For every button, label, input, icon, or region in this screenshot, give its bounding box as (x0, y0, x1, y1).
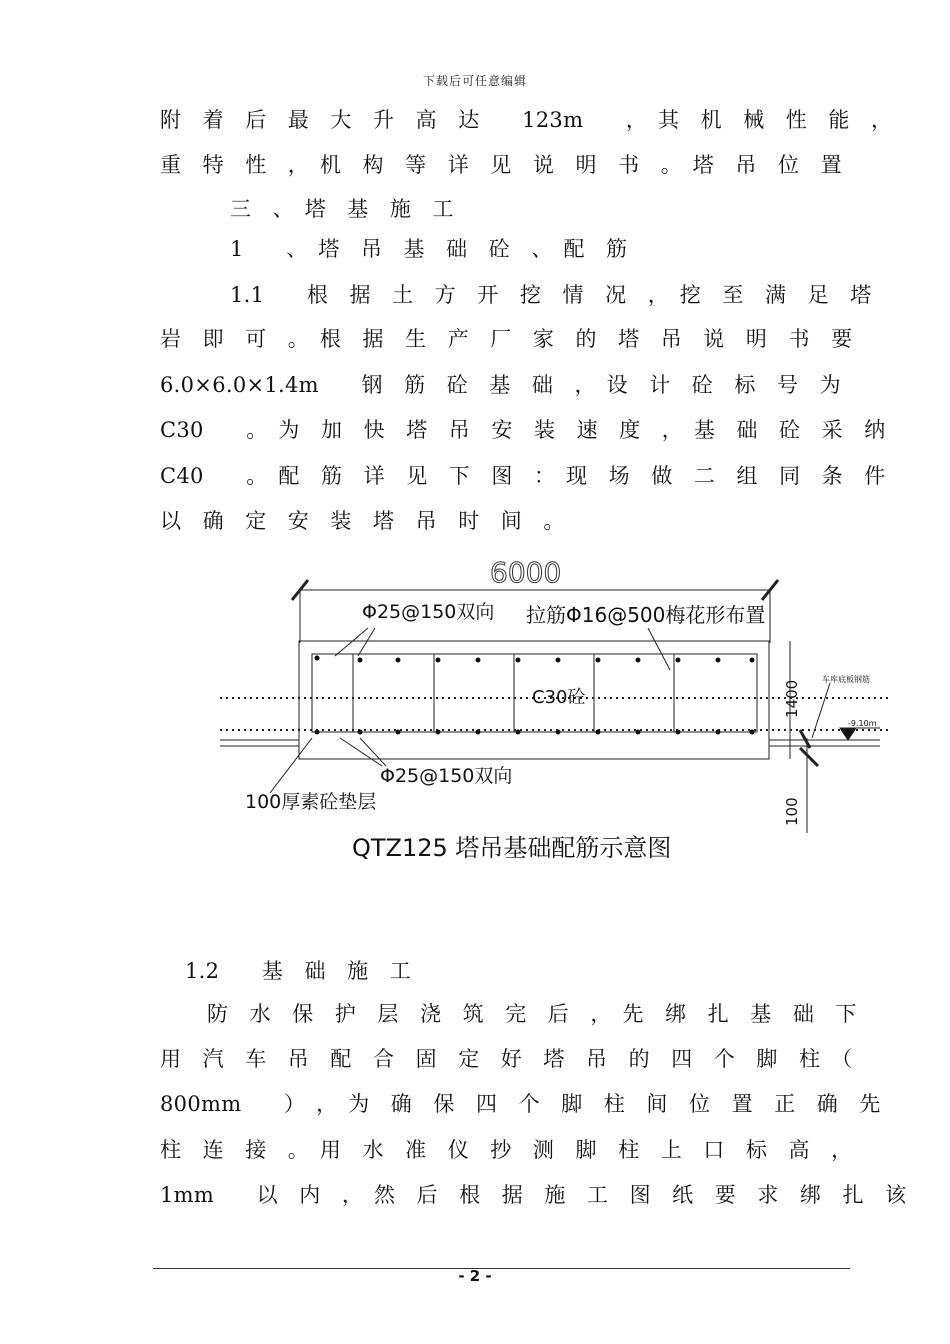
body-line-14: 800mm ） ， 为 确 保 四 个 脚 柱 间 位 置 正 确 先 (160, 1092, 881, 1116)
page-number: - 2 - (458, 1267, 492, 1285)
rebar-diagram-svg (200, 548, 920, 878)
rebar-diagram (200, 548, 920, 878)
body-line-1: 附 着 后 最 大 升 高 达 123m ， 其 机 械 性 能 ， (160, 108, 893, 132)
subsection-heading: 1 、 塔 吊 基 础 砼 、 配 筋 (230, 237, 628, 261)
body-line-12: 防 水 保 护 层 浇 筑 完 后 ， 先 绑 扎 基 础 下 (207, 1002, 857, 1026)
cushion-label: 100厚素砼垫层 (245, 791, 377, 813)
width-dimension-label: 6000 (490, 556, 562, 589)
figure-caption: QTZ125 塔吊基础配筋示意图 (352, 834, 672, 862)
page-header: 下载后可任意编辑 (422, 74, 527, 88)
body-line-9: C40 。 配 筋 详 见 下 图 ： 现 场 做 二 组 同 条 件 (160, 464, 886, 488)
cushion-dimension-label: 100 (783, 797, 801, 826)
level-label: -9.10m (848, 719, 877, 728)
body-line-10: 以 确 定 安 装 塔 吊 时 间 。 (160, 509, 565, 533)
tie-rebar-label: 拉筋Φ16@500梅花形布置 (526, 603, 766, 627)
concrete-grade-label: C30砼 (532, 687, 586, 708)
section-heading: 三 、 塔 基 施 工 (230, 197, 454, 221)
body-line-13: 用 汽 车 吊 配 合 固 定 好 塔 吊 的 四 个 脚 柱 （ (160, 1047, 853, 1071)
body-line-5: 1.1 根 据 土 方 开 挖 情 况 ， 挖 至 满 足 塔 (230, 283, 872, 307)
top-rebar-label: Φ25@150双向 (362, 601, 495, 623)
subsection-heading-2: 1.2 基 础 施 工 (185, 959, 411, 983)
body-line-6: 岩 即 可 。 根 据 生 产 厂 家 的 塔 吊 说 明 书 要 (160, 327, 853, 351)
body-line-7: 6.0×6.0×1.4m 钢 筋 砼 基 础 ， 设 计 砼 标 号 为 (160, 373, 841, 397)
bottom-rebar-label: Φ25@150双向 (380, 765, 513, 787)
height-dimension-label: 1400 (783, 679, 801, 718)
body-line-8: C30 。 为 加 快 塔 吊 安 装 速 度 ， 基 础 砼 采 纳 (160, 418, 886, 442)
body-line-15: 柱 连 接 。 用 水 准 仪 抄 测 脚 柱 上 口 标 高 ， (160, 1138, 853, 1162)
garage-rebar-label: 车库底板钢筋 (822, 675, 870, 684)
body-line-2: 重 特 性 ， 机 构 等 详 见 说 明 书 。 塔 吊 位 置 (160, 153, 842, 177)
body-line-16: 1mm 以 内 ， 然 后 根 据 施 工 图 纸 要 求 绑 扎 该 (160, 1183, 907, 1207)
